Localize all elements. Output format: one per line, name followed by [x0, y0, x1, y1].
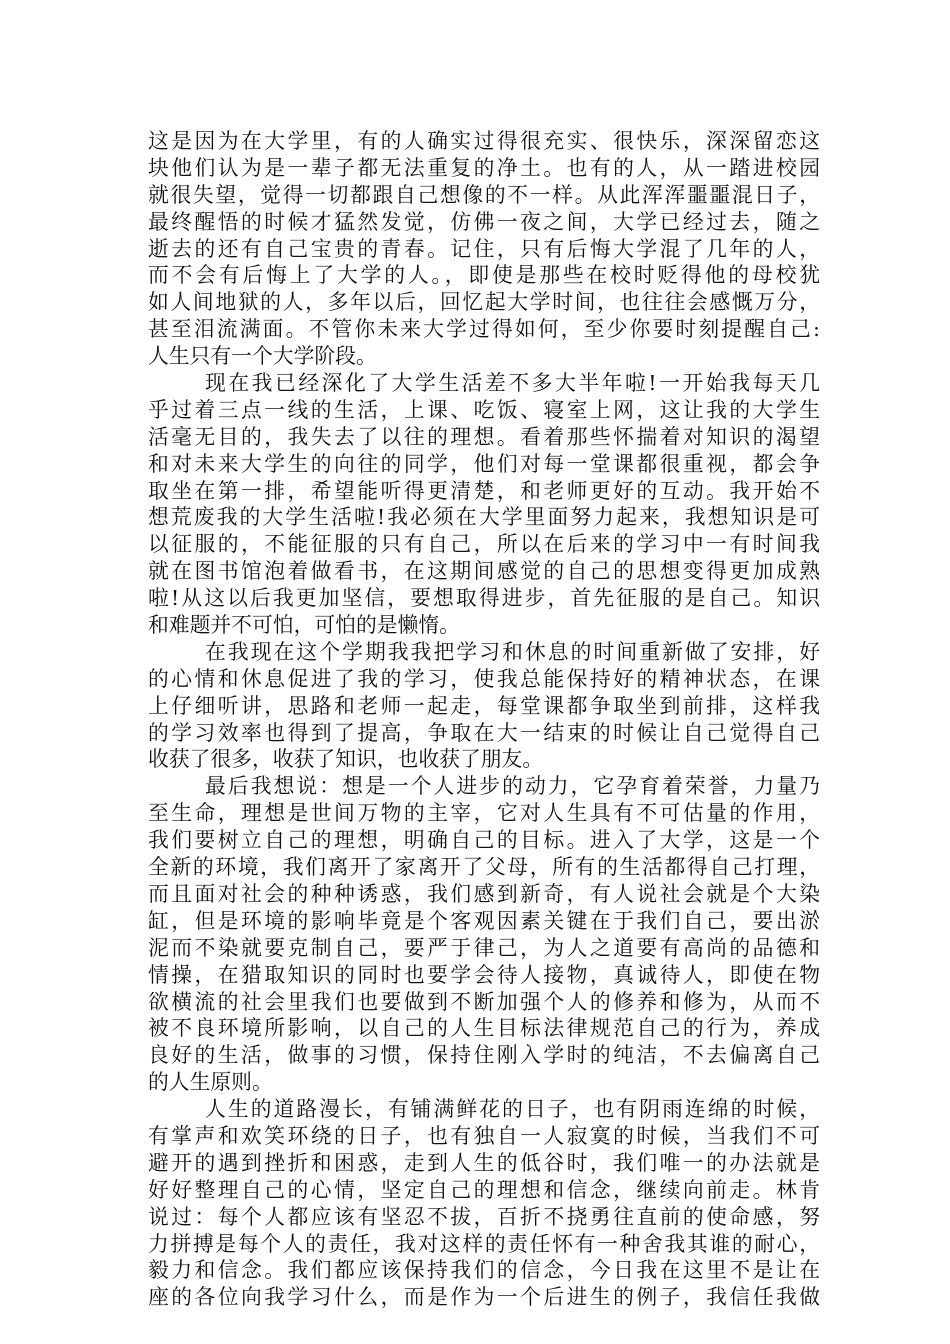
text-line: 乎过着三点一线的生活，上课、吃饭、寝室上网，这让我的大学生 — [148, 397, 820, 422]
text-line: 就很失望，觉得一切都跟自己想像的不一样。从此浑浑噩噩混日子， — [148, 182, 820, 207]
text-line: 毅力和信念。我们都应该保持我们的信念，今日我在这里不是让在 — [148, 1258, 820, 1283]
text-line: 泥而不染就要克制自己，要严于律己，为人之道要有高尚的品德和 — [148, 935, 820, 960]
text-line: 而不会有后悔上了大学的人。，即使是那些在校时贬得他的母校犹 — [148, 263, 820, 288]
text-line: 良好的生活，做事的习惯，保持住刚入学时的纯洁，不去偏离自己 — [148, 1043, 820, 1068]
paragraph — [148, 128, 820, 370]
text-line: 说过：每个人都应该有坚忍不拔，百折不挠勇往直前的使命感，努 — [148, 1204, 820, 1229]
text-line: 人生的道路漫长，有铺满鲜花的日子，也有阴雨连绵的时候， — [205, 1097, 820, 1122]
text-line: 取坐在第一排，希望能听得更清楚，和老师更好的互动。我开始不 — [148, 478, 820, 503]
text-line: 我们要树立自己的理想，明确自己的目标。进入了大学，这是一个 — [148, 828, 820, 853]
text-line: 的心情和休息促进了我的学习，使我总能保持好的精神状态，在课 — [148, 666, 820, 691]
text-line: 人生只有一个大学阶段。 — [148, 344, 377, 369]
text-line: 啦!从这以后我更加坚信，要想取得进步，首先征服的是自己。知识 — [148, 586, 820, 611]
text-line: 就在图书馆泡着做看书，在这期间感觉的自己的思想变得更加成熟 — [148, 559, 820, 584]
text-line: 的人生原则。 — [148, 1070, 273, 1095]
text-line: 和对未来大学生的向往的同学，他们对每一堂课都很重视，都会争 — [148, 451, 820, 476]
text-line: 的学习效率也得到了提高，争取在大一结束的时候让自己觉得自己 — [148, 720, 820, 745]
paragraph — [148, 773, 820, 1096]
text-line: 活毫无目的，我失去了以往的理想。看着那些怀揣着对知识的渴望 — [148, 424, 820, 449]
text-line: 力拼搏是每个人的责任，我对这样的责任怀有一种舍我其谁的耐心， — [148, 1231, 820, 1256]
text-line: 全新的环境，我们离开了家离开了父母，所有的生活都得自己打理， — [148, 855, 820, 880]
text-line: 收获了很多，收获了知识，也收获了朋友。 — [148, 747, 544, 772]
text-line: 有掌声和欢笑环绕的日子，也有独自一人寂寞的时候，当我们不可 — [148, 1123, 820, 1148]
text-line: 而且面对社会的种种诱惑，我们感到新奇，有人说社会就是个大染 — [148, 881, 820, 906]
text-line: 现在我已经深化了大学生活差不多大半年啦!一开始我每天几 — [205, 371, 820, 396]
text-line: 逝去的还有自己宝贵的青春。记住，只有后悔大学混了几年的人， — [148, 236, 820, 261]
text-line: 最后我想说：想是一个人进步的动力，它孕育着荣誉，力量乃 — [205, 774, 820, 799]
text-line: 情操，在猎取知识的同时也要学会待人接物，真诚待人，即使在物 — [148, 962, 820, 987]
paragraph — [148, 1096, 820, 1311]
paragraph — [148, 370, 820, 639]
text-line: 在我现在这个学期我我把学习和休息的时间重新做了安排，好 — [205, 639, 820, 664]
text-line: 如人间地狱的人，多年以后，回忆起大学时间，也往往会感慨万分， — [148, 290, 820, 315]
text-line: 甚至泪流满面。不管你未来大学过得如何，至少你要时刻提醒自己: — [148, 317, 820, 342]
text-line: 以征服的，不能征服的只有自己，所以在后来的学习中一有时间我 — [148, 532, 820, 557]
text-line: 欲横流的社会里我们也要做到不断加强个人的修养和修为，从而不 — [148, 989, 820, 1014]
text-line: 缸，但是环境的影响毕竟是个客观因素关键在于我们自己，要出淤 — [148, 908, 820, 933]
text-line: 这是因为在大学里，有的人确实过得很充实、很快乐，深深留恋这 — [148, 129, 820, 153]
text-line: 想荒废我的大学生活啦!我必须在大学里面努力起来，我想知识是可 — [148, 505, 820, 530]
text-line: 和难题并不可怕，可怕的是懒惰。 — [148, 613, 460, 638]
text-line: 最终醒悟的时候才猛然发觉，仿佛一夜之间，大学已经过去，随之 — [148, 209, 820, 234]
text-line: 好好整理自己的心情，坚定自己的理想和信念，继续向前走。林肯 — [148, 1177, 820, 1202]
text-line: 块他们认为是一辈子都无法重复的净土。也有的人，从一踏进校园 — [148, 155, 820, 180]
text-line: 至生命，理想是世间万物的主宰，它对人生具有不可估量的作用， — [148, 801, 820, 826]
text-line: 避开的遇到挫折和困惑，走到人生的低谷时，我们唯一的办法就是 — [148, 1150, 820, 1175]
document-body — [148, 128, 820, 1311]
text-line: 上仔细听讲，思路和老师一起走，每堂课都争取坐到前排，这样我 — [148, 693, 820, 718]
paragraph — [148, 639, 820, 773]
text-line: 被不良环境所影响，以自己的人生目标法律规范自己的行为，养成 — [148, 1016, 820, 1041]
text-line: 座的各位向我学习什么，而是作为一个后进生的例子，我信任我做 — [148, 1285, 820, 1310]
